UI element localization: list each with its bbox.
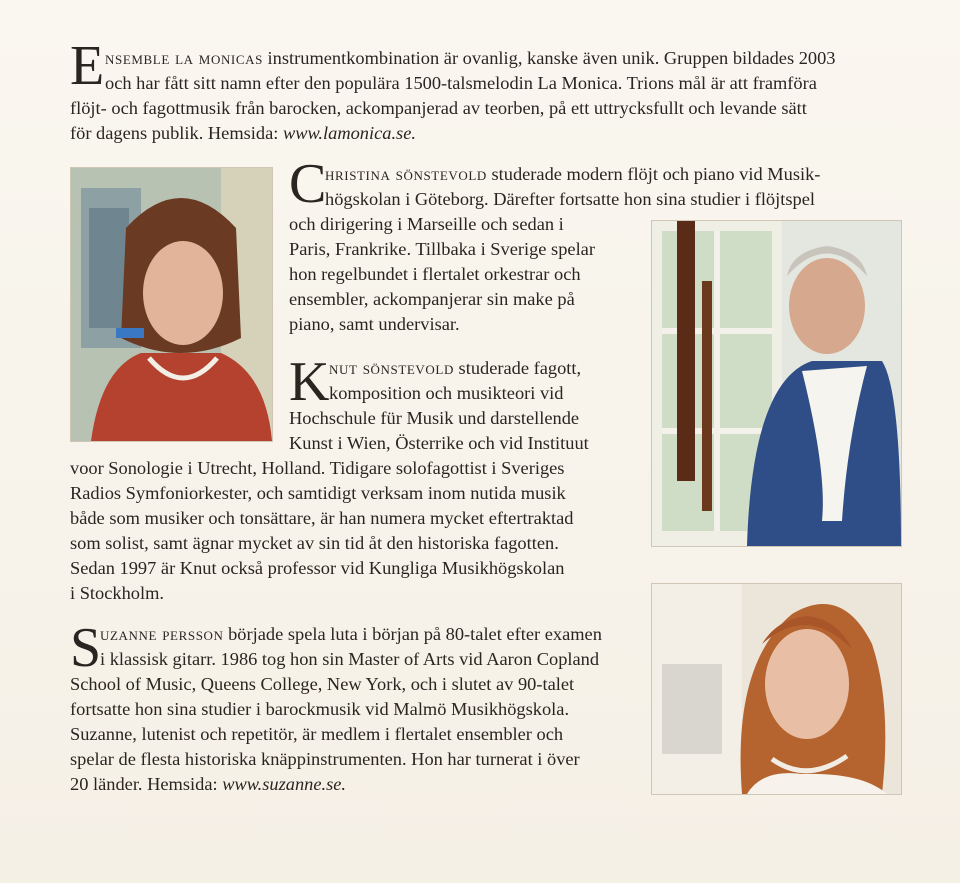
knut-line-6: Radios Symfoniorkester, och samtidigt verksam inom nutida musik <box>70 483 566 503</box>
intro-line-3: flöjt- och fagottmusik från barocken, ackompanjerad av teorben, på ett uttrycksfullt och levande sätt <box>70 98 807 118</box>
suzanne-photo <box>651 583 902 795</box>
christina-line-4: Paris, Frankrike. Tillbaka i Sverige spelar <box>289 239 595 259</box>
christina-line-3: och dirigering i Marseille och sedan i <box>289 214 564 234</box>
knut-text-1: studerade fagott, <box>453 358 582 378</box>
knut-line-1 <box>329 357 581 380</box>
suzanne-name: uzanne persson <box>100 624 224 644</box>
knut-dropcap: K <box>289 351 330 413</box>
suzanne-line-4: fortsatte hon sina studier i barockmusik vid Malmö Musikhögskola. <box>70 699 570 719</box>
knut-line-8: som solist, samt ägnar mycket av sin tid åt den historiska fagotten. <box>70 533 559 553</box>
suzanne-line-2: i klassisk gitarr. 1986 tog hon sin Master of Arts vid Aaron Copland <box>100 649 600 669</box>
knut-line-9: Sedan 1997 är Knut också professor vid Kungliga Musikhögskolan <box>70 558 565 578</box>
ensemble-name: nsemble la monicas <box>105 48 263 68</box>
christina-line-2: högskolan i Göteborg. Därefter fortsatte hon sina studier i flöjtspel <box>325 189 815 209</box>
intro-text-4: för dagens publik. Hemsida: <box>70 123 283 143</box>
suzanne-line-1 <box>100 623 602 646</box>
suzanne-line-6: spelar de flesta historiska knäppinstrumenten. Hon har turnerat i över <box>70 749 580 769</box>
christina-photo <box>70 167 273 442</box>
suzanne-dropcap: S <box>70 617 102 679</box>
knut-name: nut sönstevold <box>329 358 454 378</box>
christina-line-5: hon regelbundet i flertalet orkestrar och <box>289 264 581 284</box>
christina-line-7: piano, samt undervisar. <box>289 314 460 334</box>
knut-line-5: voor Sonologie i Utrecht, Holland. Tidigare solofagottist i Sveriges <box>70 458 565 478</box>
intro-line-4 <box>70 122 416 145</box>
suzanne-line-7 <box>70 773 346 796</box>
intro-text-1: instrumentkombination är ovanlig, kanske även unik. Gruppen bildades 2003 <box>262 48 836 68</box>
intro-line-1 <box>105 47 836 70</box>
suzanne-line-5: Suzanne, lutenist och repetitör, är medlem i flertalet ensembler och <box>70 724 564 744</box>
christina-name: hristina sönstevold <box>325 164 487 184</box>
knut-line-7: både som musiker och tonsättare, är han numera mycket eftertraktad <box>70 508 574 528</box>
christina-dropcap: C <box>289 153 327 215</box>
knut-line-10: i Stockholm. <box>70 583 165 603</box>
christina-line-6: ensembler, ackompanjerar sin make på <box>289 289 575 309</box>
suzanne-text-1: började spela luta i början på 80-talet efter examen <box>223 624 602 644</box>
intro-dropcap: E <box>70 35 105 97</box>
intro-line-2: och har fått sitt namn efter den populära 1500-talsmelodin La Monica. Trions mål är att framföra <box>105 73 817 93</box>
christina-text-1: studerade modern flöjt och piano vid Musik- <box>486 164 821 184</box>
lamonica-link[interactable]: www.lamonica.se. <box>282 123 416 143</box>
suzanne-line-3: School of Music, Queens College, New York, och i slutet av 90-talet <box>70 674 575 694</box>
christina-line-1 <box>325 163 820 186</box>
knut-photo <box>651 220 902 547</box>
suzanne-link[interactable]: www.suzanne.se. <box>222 774 347 794</box>
knut-line-3: Hochschule für Musik und darstellende <box>289 408 580 428</box>
knut-line-4: Kunst i Wien, Österrike och vid Instituut <box>289 433 589 453</box>
suzanne-text-7: 20 länder. Hemsida: <box>70 774 223 794</box>
knut-line-2: komposition och musikteori vid <box>329 383 564 403</box>
